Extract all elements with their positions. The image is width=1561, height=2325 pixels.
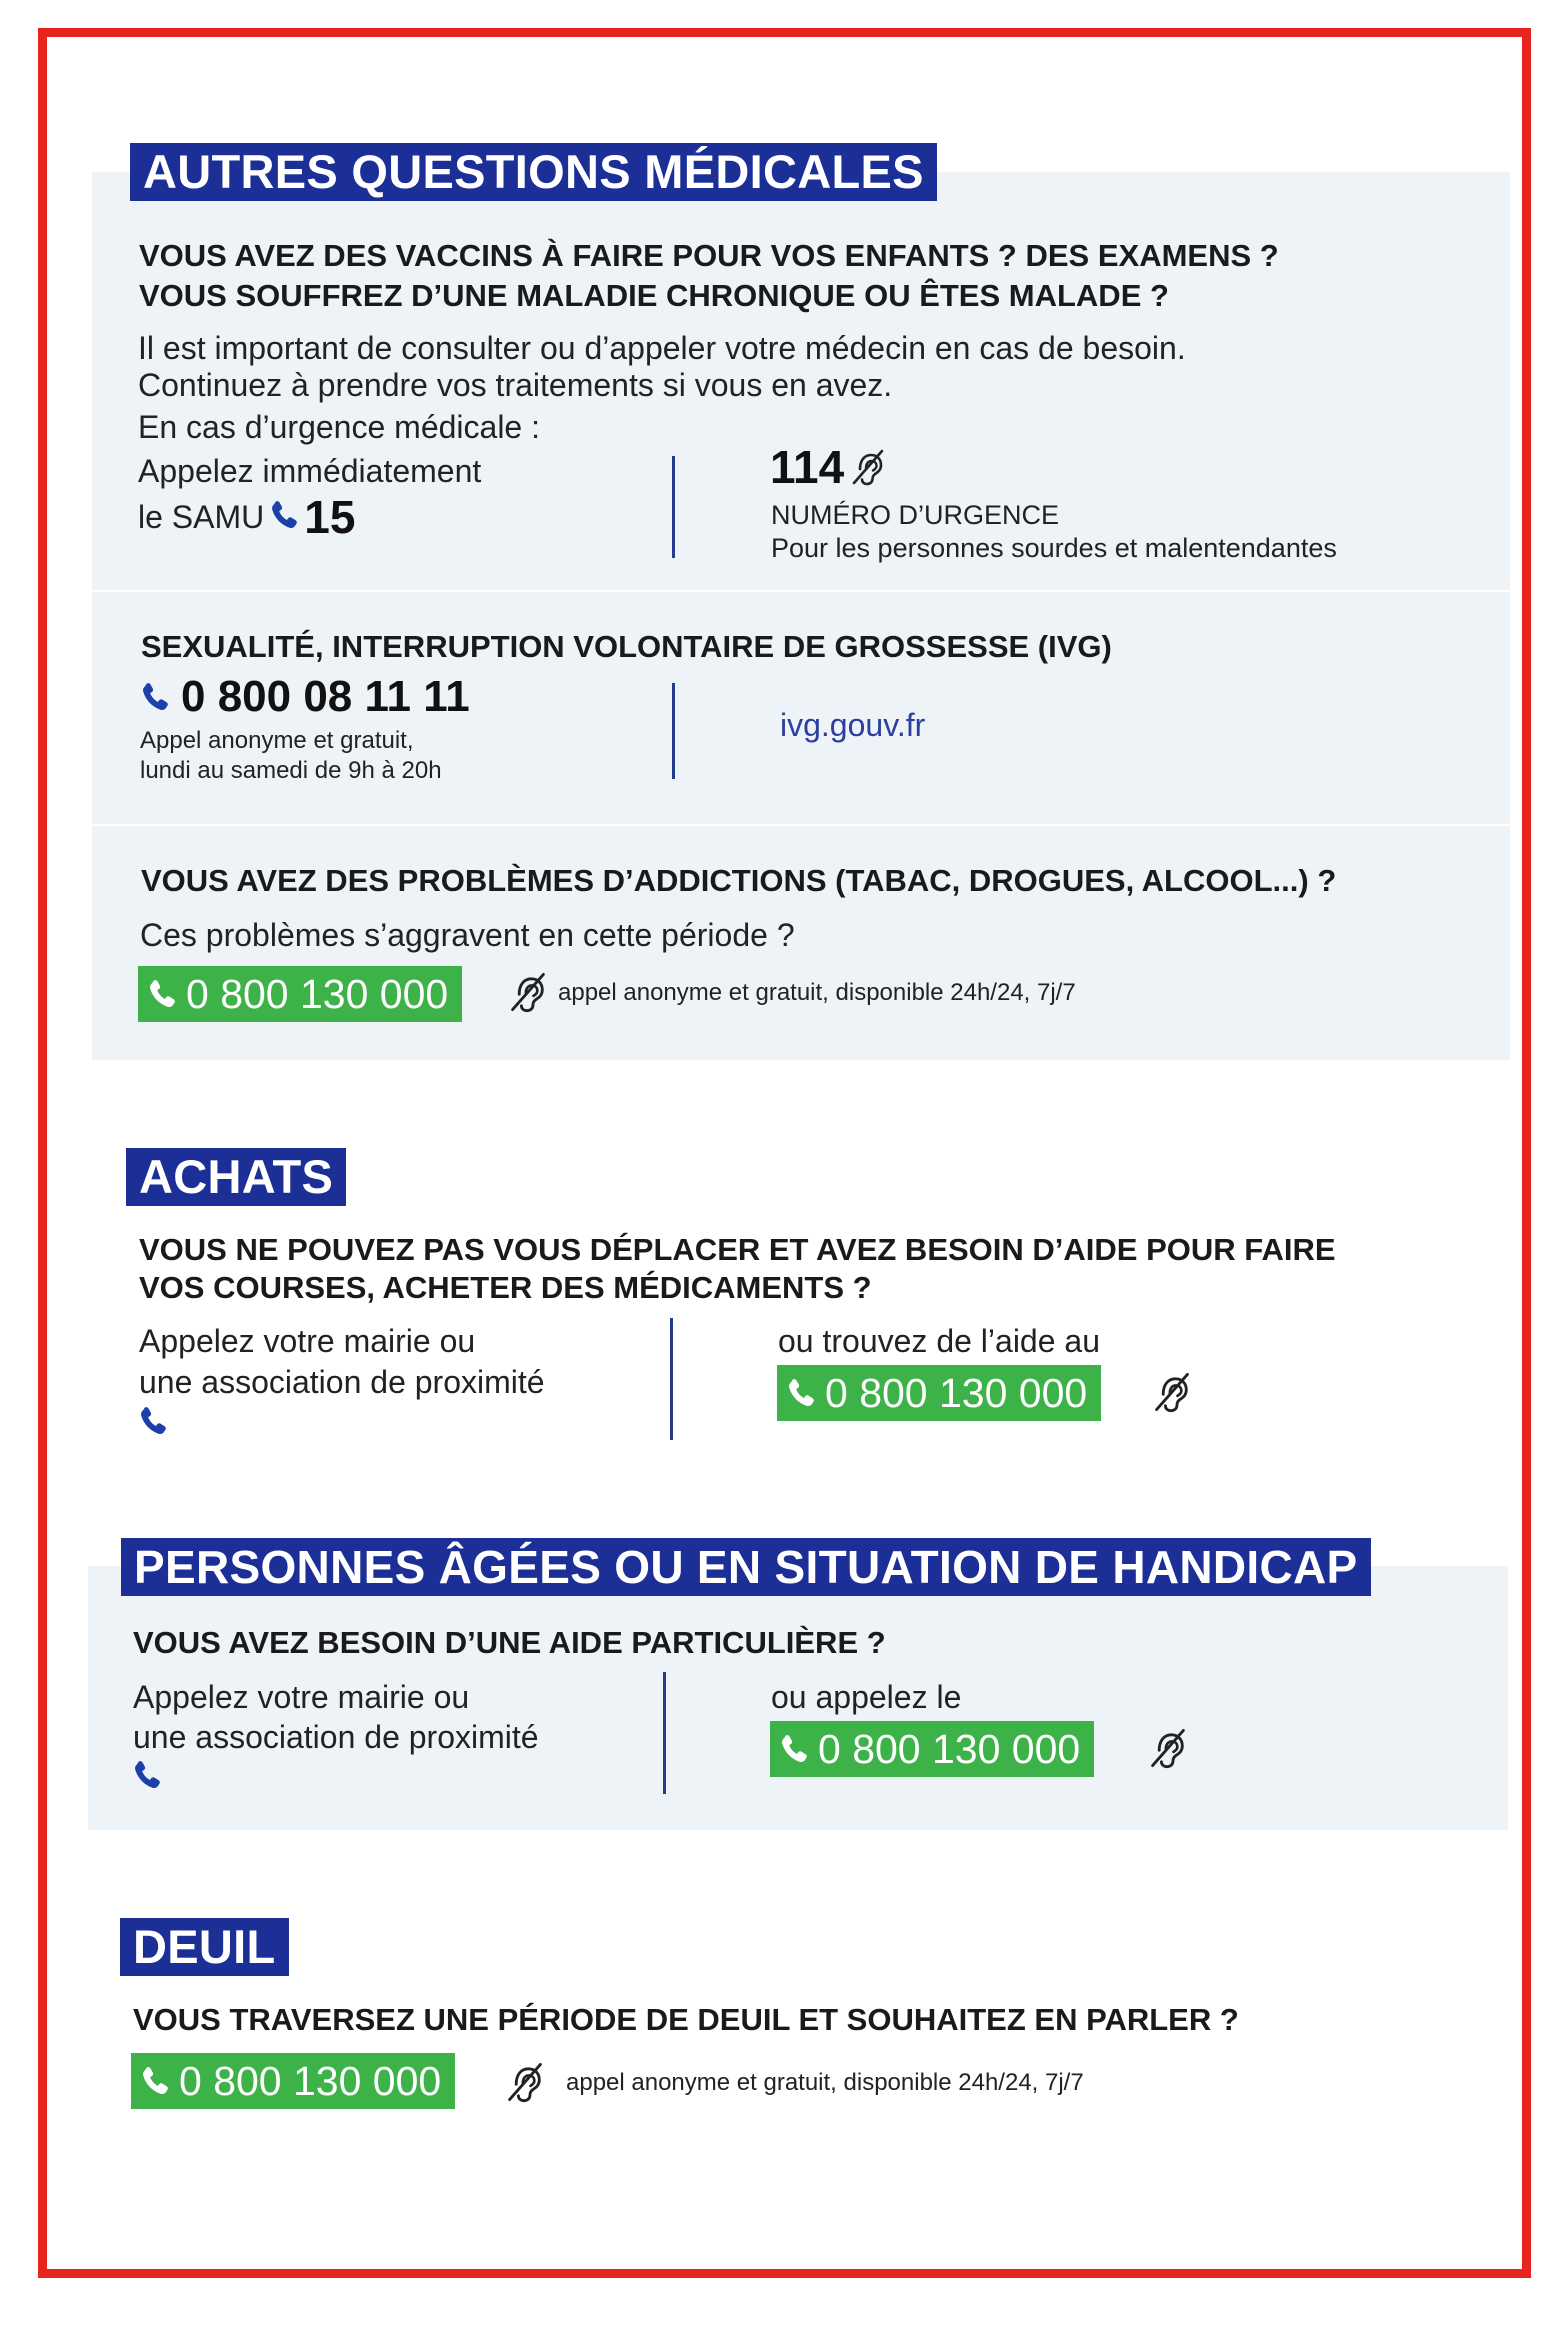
medical-text-line2: Continuez à prendre vos traitements si vous en avez.: [138, 367, 893, 403]
urgence-number[interactable]: 114: [770, 441, 845, 493]
achats-phone-button[interactable]: [777, 1365, 1101, 1421]
samu-line1: Appelez immédiatement: [138, 453, 482, 489]
deaf-icon: [1146, 1726, 1190, 1770]
samu-label: le SAMU: [138, 499, 265, 535]
urgence-number-row: [770, 441, 888, 493]
achats-left-line2: une association de proximité: [139, 1364, 545, 1400]
medical-text-line3: En cas d’urgence médicale :: [138, 409, 540, 445]
deuil-note: appel anonyme et gratuit, disponible 24h/24, 7j/7: [566, 2069, 1084, 2096]
handicap-left-line1: Appelez votre mairie ou: [133, 1679, 470, 1715]
achats-phone: 0 800 130 000: [825, 1370, 1088, 1416]
achats-left-line1: Appelez votre mairie ou: [139, 1323, 476, 1359]
ivg-question: SEXUALITÉ, INTERRUPTION VOLONTAIRE DE GROSSESSE (IVG): [141, 629, 1112, 664]
ivg-phone[interactable]: 0 800 08 11 11: [181, 672, 470, 721]
ivg-note-line2: lundi au samedi de 9h à 20h: [140, 757, 442, 784]
handicap-phone: 0 800 130 000: [818, 1726, 1081, 1772]
divider-medical: [672, 456, 675, 558]
ivg-note-line1: Appel anonyme et gratuit,: [140, 727, 414, 754]
addictions-note-text: appel anonyme et gratuit, disponible 24h/24, 7j/7: [558, 979, 1076, 1006]
divider-ivg: [672, 683, 675, 779]
section-title-deuil: DEUIL: [120, 1918, 289, 1976]
phone-icon: [785, 1376, 819, 1410]
addictions-note: [558, 978, 1076, 1008]
phone-icon: [137, 1404, 171, 1438]
section-title-medical: AUTRES QUESTIONS MÉDICALES: [130, 143, 937, 201]
section-title-handicap: PERSONNES ÂGÉES OU EN SITUATION DE HANDICAP: [121, 1538, 1371, 1596]
phone-icon: [139, 2064, 173, 2098]
addictions-phone-button[interactable]: [138, 966, 462, 1022]
ivg-phone-row: [139, 672, 470, 721]
deaf-icon: [503, 2060, 547, 2104]
handicap-right-text: ou appelez le: [771, 1679, 962, 1715]
urgence-desc: Pour les personnes sourdes et malentendantes: [771, 533, 1337, 563]
medical-question-line1: VOUS AVEZ DES VACCINS À FAIRE POUR VOS ENFANTS ? DES EXAMENS ?: [139, 238, 1279, 273]
urgence-label: NUMÉRO D’URGENCE: [771, 500, 1060, 530]
divider-achats: [670, 1318, 673, 1440]
achats-right-text: ou trouvez de l’aide au: [778, 1323, 1100, 1359]
deaf-icon: [1150, 1370, 1194, 1414]
addictions-text: Ces problèmes s’aggravent en cette période ?: [140, 917, 795, 953]
phone-icon: [131, 1758, 165, 1792]
deaf-icon: [506, 970, 550, 1014]
divider-handicap: [663, 1672, 666, 1794]
phone-icon: [778, 1732, 812, 1766]
samu-line2: [138, 491, 356, 543]
addictions-phone: 0 800 130 000: [186, 971, 449, 1017]
phone-icon: [146, 977, 180, 1011]
achats-question-line1: VOUS NE POUVEZ PAS VOUS DÉPLACER ET AVEZ BESOIN D’AIDE POUR FAIRE: [139, 1232, 1336, 1267]
handicap-phone-button[interactable]: [770, 1721, 1094, 1777]
deuil-question: VOUS TRAVERSEZ UNE PÉRIODE DE DEUIL ET SOUHAITEZ EN PARLER ?: [133, 2002, 1239, 2037]
ivg-website-link[interactable]: ivg.gouv.fr: [780, 707, 926, 743]
medical-text-line1: Il est important de consulter ou d’appeler votre médecin en cas de besoin.: [138, 330, 1186, 366]
achats-question-line2: VOS COURSES, ACHETER DES MÉDICAMENTS ?: [139, 1270, 872, 1305]
phone-icon: [268, 498, 302, 532]
deuil-phone-button[interactable]: [131, 2053, 455, 2109]
section-title-achats: ACHATS: [126, 1148, 346, 1206]
samu-number[interactable]: 15: [304, 491, 356, 543]
deuil-phone: 0 800 130 000: [179, 2058, 442, 2104]
handicap-question: VOUS AVEZ BESOIN D’UNE AIDE PARTICULIÈRE ?: [133, 1625, 886, 1660]
medical-question-line2: VOUS SOUFFREZ D’UNE MALADIE CHRONIQUE OU ÊTES MALADE ?: [139, 278, 1169, 313]
phone-icon: [139, 680, 173, 714]
handicap-left-line2: une association de proximité: [133, 1719, 539, 1755]
deaf-icon: [848, 447, 888, 487]
addictions-question: VOUS AVEZ DES PROBLÈMES D’ADDICTIONS (TABAC, DROGUES, ALCOOL...) ?: [141, 863, 1337, 898]
